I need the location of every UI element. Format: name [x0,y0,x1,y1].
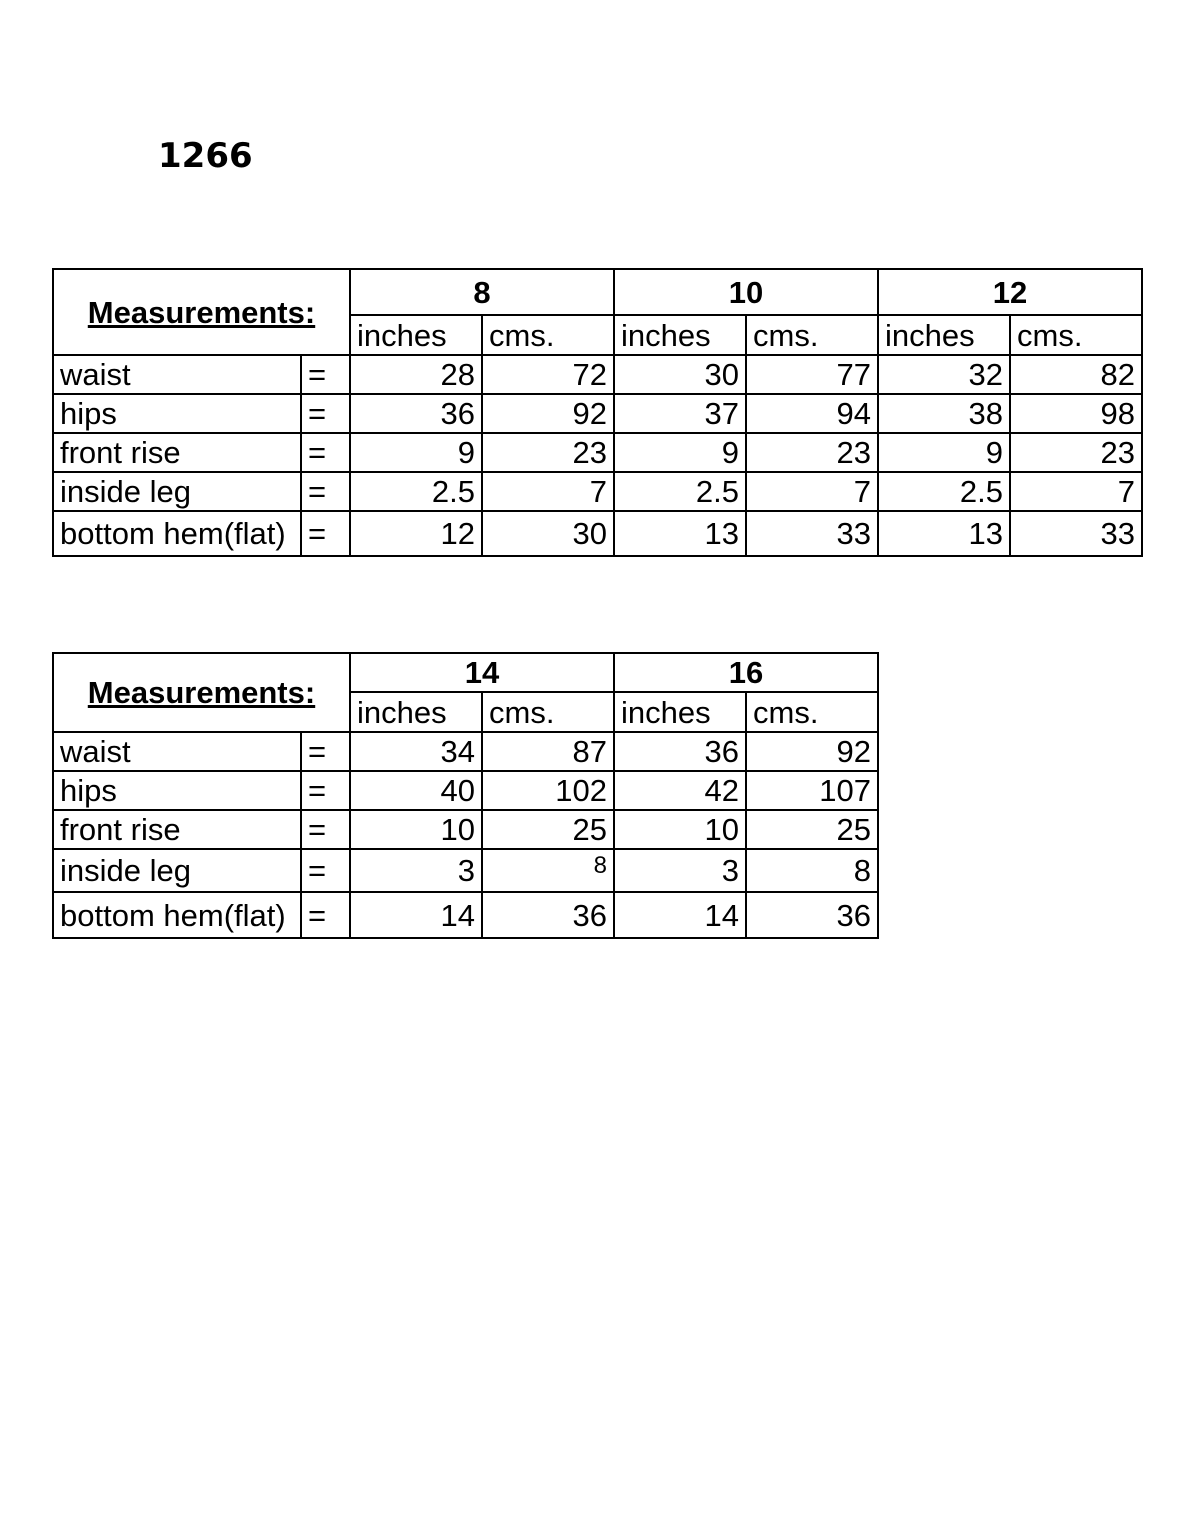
unit-header: inches [614,315,746,355]
size-header: 10 [614,269,878,315]
value-cell: 23 [482,433,614,472]
equals-sign: = [301,849,350,892]
value-cell: 36 [482,892,614,938]
value-cell: 36 [614,732,746,771]
value-cell: 25 [482,810,614,849]
value-cell: 10 [350,810,482,849]
row-label: front rise [53,433,301,472]
unit-header: cms. [1010,315,1142,355]
value-cell: 30 [482,511,614,556]
equals-sign: = [301,892,350,938]
equals-sign: = [301,810,350,849]
value-cell: 2.5 [350,472,482,511]
value-cell: 77 [746,355,878,394]
table-row [53,732,878,771]
unit-header: inches [878,315,1010,355]
value-cell: 92 [746,732,878,771]
value-cell: 12 [350,511,482,556]
row-label: inside leg [53,849,301,892]
size-header: 14 [350,653,614,692]
unit-header: inches [350,692,482,732]
value-cell: 33 [1010,511,1142,556]
value-cell: 9 [614,433,746,472]
value-cell: 2.5 [878,472,1010,511]
table-row [53,849,878,892]
table-row [53,892,878,938]
equals-sign: = [301,394,350,433]
size-header: 12 [878,269,1142,315]
value-cell: 10 [614,810,746,849]
value-cell: 3 [614,849,746,892]
measurements-table-sizes-14-16 [52,652,879,939]
value-cell: 13 [878,511,1010,556]
value-cell: 2.5 [614,472,746,511]
size-header: 16 [614,653,878,692]
row-label: hips [53,394,301,433]
unit-header: inches [614,692,746,732]
row-label: bottom hem(flat) [53,511,301,556]
value-cell: 87 [482,732,614,771]
row-label: waist [53,732,301,771]
value-cell: 9 [878,433,1010,472]
table-row [53,810,878,849]
value-cell: 36 [746,892,878,938]
table-row [53,433,1142,472]
value-cell: 98 [1010,394,1142,433]
value-cell: 33 [746,511,878,556]
size-header: 8 [350,269,614,315]
unit-header: cms. [482,692,614,732]
measurements-table-sizes-8-10-12 [52,268,1143,557]
value-cell: 3 [350,849,482,892]
equals-sign: = [301,433,350,472]
value-cell: 82 [1010,355,1142,394]
value-cell: 38 [878,394,1010,433]
equals-sign: = [301,355,350,394]
value-cell: 9 [350,433,482,472]
value-cell: 40 [350,771,482,810]
unit-header: cms. [746,692,878,732]
value-cell: 23 [746,433,878,472]
table-row [53,355,1142,394]
value-cell: 36 [350,394,482,433]
value-cell: 13 [614,511,746,556]
value-cell: 8 [746,849,878,892]
value-cell: 34 [350,732,482,771]
equals-sign: = [301,732,350,771]
value-cell: 32 [878,355,1010,394]
measurements-header-label: Measurements: [53,653,350,732]
value-cell: 7 [482,472,614,511]
value-cell: 23 [1010,433,1142,472]
table-row [53,771,878,810]
value-cell: 92 [482,394,614,433]
table-row [53,472,1142,511]
value-cell: 42 [614,771,746,810]
row-label: front rise [53,810,301,849]
document-title: 1266 [158,136,253,176]
value-cell: 14 [350,892,482,938]
value-cell: 37 [614,394,746,433]
value-cell: 7 [746,472,878,511]
value-cell: 8 [482,849,614,892]
value-cell: 28 [350,355,482,394]
value-cell: 72 [482,355,614,394]
measurements-header-label: Measurements: [53,269,350,355]
equals-sign: = [301,511,350,556]
row-label: inside leg [53,472,301,511]
value-cell: 14 [614,892,746,938]
value-cell: 25 [746,810,878,849]
table-row [53,394,1142,433]
unit-header: cms. [482,315,614,355]
row-label: waist [53,355,301,394]
value-cell: 107 [746,771,878,810]
unit-header: inches [350,315,482,355]
equals-sign: = [301,472,350,511]
value-cell: 102 [482,771,614,810]
unit-header: cms. [746,315,878,355]
value-cell: 30 [614,355,746,394]
value-cell: 7 [1010,472,1142,511]
value-cell: 94 [746,394,878,433]
table-row [53,511,1142,556]
equals-sign: = [301,771,350,810]
row-label: hips [53,771,301,810]
row-label: bottom hem(flat) [53,892,301,938]
